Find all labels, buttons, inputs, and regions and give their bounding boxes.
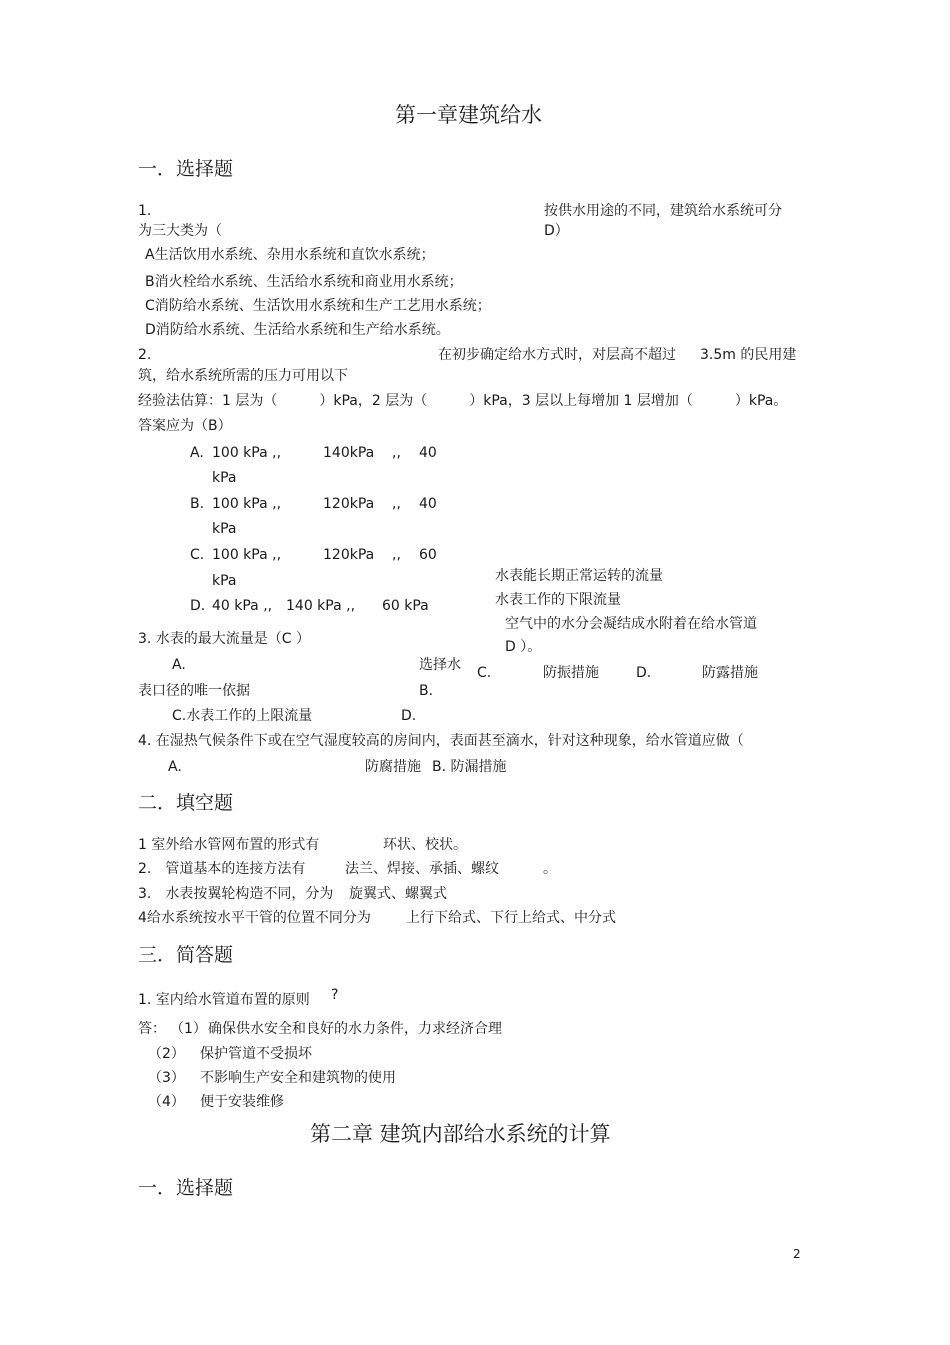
q2-option-d-v2: 140 kPa ,,	[286, 598, 356, 614]
q2-option-a-unit: kPa	[212, 470, 237, 486]
q4-option-c-label: C.	[477, 665, 492, 681]
q4-right-line1: 空气中的水分会凝结成水附着在给水管道	[505, 616, 757, 632]
q3-right-line2: 水表工作的下限流量	[495, 592, 621, 608]
fill-a3: 旋翼式、螺翼式	[349, 886, 447, 902]
short-answer-item-3: 不影响生产安全和建筑物的使用	[200, 1070, 396, 1086]
q3-option-a-text: 选择水	[419, 657, 461, 673]
fill-q2: 2. 管道基本的连接方法有	[138, 861, 306, 877]
short-answer-num-3: （3）	[148, 1070, 185, 1086]
q2-option-d-label: D.	[190, 598, 206, 614]
q2-option-c-v1: 100 kPa ,,	[212, 547, 282, 563]
fill-q3: 3. 水表按翼轮构造不同，分为	[138, 886, 334, 902]
q4-option-a-text: 防腐措施	[365, 759, 421, 775]
q2-option-c-v3: 60	[419, 547, 437, 563]
q2-stem: 在初步确定给水方式时，对层高不超过	[438, 347, 676, 363]
section-heading-choice: 一．选择题	[138, 158, 234, 180]
page-number: 2	[793, 1247, 801, 1261]
q2-answer: 答案应为（B）	[138, 418, 232, 434]
q2-stem-end: 3.5m 的民用建	[700, 347, 797, 363]
q1-option-d: D消防给水系统、生活给水系统和生产给水系统。	[145, 322, 450, 338]
q3-option-a-label: A.	[172, 657, 186, 673]
short-question-mark: ?	[331, 987, 339, 1003]
q3-option-d-label: D.	[401, 708, 417, 724]
fill-q1: 1 室外给水管网布置的形式有	[138, 837, 320, 853]
short-answer-prefix: 答：	[138, 1021, 166, 1037]
q2-option-c-label: C.	[190, 547, 205, 563]
section-heading-fill: 二．填空题	[138, 792, 234, 814]
q1-answer: D）	[544, 223, 569, 239]
q4-option-a-label: A.	[168, 759, 182, 775]
section-heading-short: 三．简答题	[138, 944, 234, 966]
q2-option-c-v2: 120kPa	[323, 547, 375, 563]
q3-option-c: C.水表工作的上限流量	[172, 708, 313, 724]
q2-option-d-v3: 60 kPa	[382, 598, 429, 614]
chapter2-title: 第二章 建筑内部给水系统的计算	[310, 1122, 611, 1146]
q3-stem: 3. 水表的最大流量是（C ）	[138, 631, 311, 647]
q2-line3: 经验法估算：1 层为（ ）kPa，2 层为（ ）kPa，3 层以上每增加 1 层增加（ ）kPa。	[138, 393, 788, 409]
q2-option-a-v2: 140kPa	[323, 445, 375, 461]
q4-option-b: B. 防漏措施	[432, 759, 507, 775]
short-answer-num-4: （4）	[148, 1094, 185, 1110]
fill-end2: 。	[543, 861, 557, 877]
q2-option-c-sep: ,,	[392, 547, 401, 563]
q2-option-c-unit: kPa	[212, 573, 237, 589]
q2-number: 2.	[138, 347, 152, 363]
q4-stem: 4. 在湿热气候条件下或在空气湿度较高的房间内，表面甚至滴水，针对这种现象，给水管道应做（	[138, 733, 744, 749]
chapter2-section-heading: 一．选择题	[138, 1177, 234, 1199]
q2-option-b-v2: 120kPa	[323, 496, 375, 512]
q4-option-d-text: 防露措施	[702, 665, 758, 681]
q2-line2: 筑，给水系统所需的压力可用以下	[138, 368, 348, 384]
q2-option-b-sep: ,,	[392, 496, 401, 512]
q1-option-a: A生活饮用水系统、杂用水系统和直饮水系统；	[145, 247, 435, 263]
q1-stem: 按供水用途的不同，建筑给水系统可分	[544, 203, 782, 219]
q1-stem-cont: 为三大类为（	[138, 223, 222, 239]
fill-a1: 环状、校状。	[383, 837, 467, 853]
q2-option-a-sep: ,,	[392, 445, 401, 461]
short-answer-item-2: 保护管道不受损坏	[200, 1046, 312, 1062]
q2-option-b-unit: kPa	[212, 521, 237, 537]
short-answer-item-4: 便于安装维修	[200, 1094, 284, 1110]
q3-option-b-label: B.	[419, 683, 434, 699]
q3-right-line1: 水表能长期正常运转的流量	[495, 568, 663, 584]
short-answer-num-2: （2）	[148, 1046, 185, 1062]
q2-option-a-v1: 100 kPa ,,	[212, 445, 282, 461]
q1-number: 1.	[138, 203, 152, 219]
short-answer-item-1: 确保供水安全和良好的水力条件，力求经济合理	[208, 1021, 502, 1037]
q2-option-a-v3: 40	[419, 445, 437, 461]
short-question: 1. 室内给水管道布置的原则	[138, 992, 310, 1008]
q4-option-d-label: D.	[636, 665, 652, 681]
q2-option-b-v3: 40	[419, 496, 437, 512]
q1-option-b: B消火栓给水系统、生活给水系统和商业用水系统；	[145, 274, 463, 290]
q4-answer: D ）。	[505, 639, 542, 655]
chapter1-title: 第一章建筑给水	[395, 103, 542, 127]
q3-option-a-cont: 表口径的唯一依据	[138, 683, 250, 699]
fill-q4: 4给水系统按水平干管的位置不同分为	[138, 910, 371, 926]
q2-option-b-label: B.	[190, 496, 205, 512]
q4-option-c-text: 防振措施	[543, 665, 599, 681]
short-answer-num-1: （1）	[170, 1021, 207, 1037]
q2-option-d-v1: 40 kPa ,,	[212, 598, 273, 614]
q2-option-b-v1: 100 kPa ,,	[212, 496, 282, 512]
fill-a2: 法兰、焊接、承插、螺纹	[345, 861, 499, 877]
q2-option-a-label: A.	[190, 445, 204, 461]
fill-a4: 上行下给式、下行上给式、中分式	[406, 910, 616, 926]
q1-option-c: C消防给水系统、生活饮用水系统和生产工艺用水系统；	[145, 298, 491, 314]
